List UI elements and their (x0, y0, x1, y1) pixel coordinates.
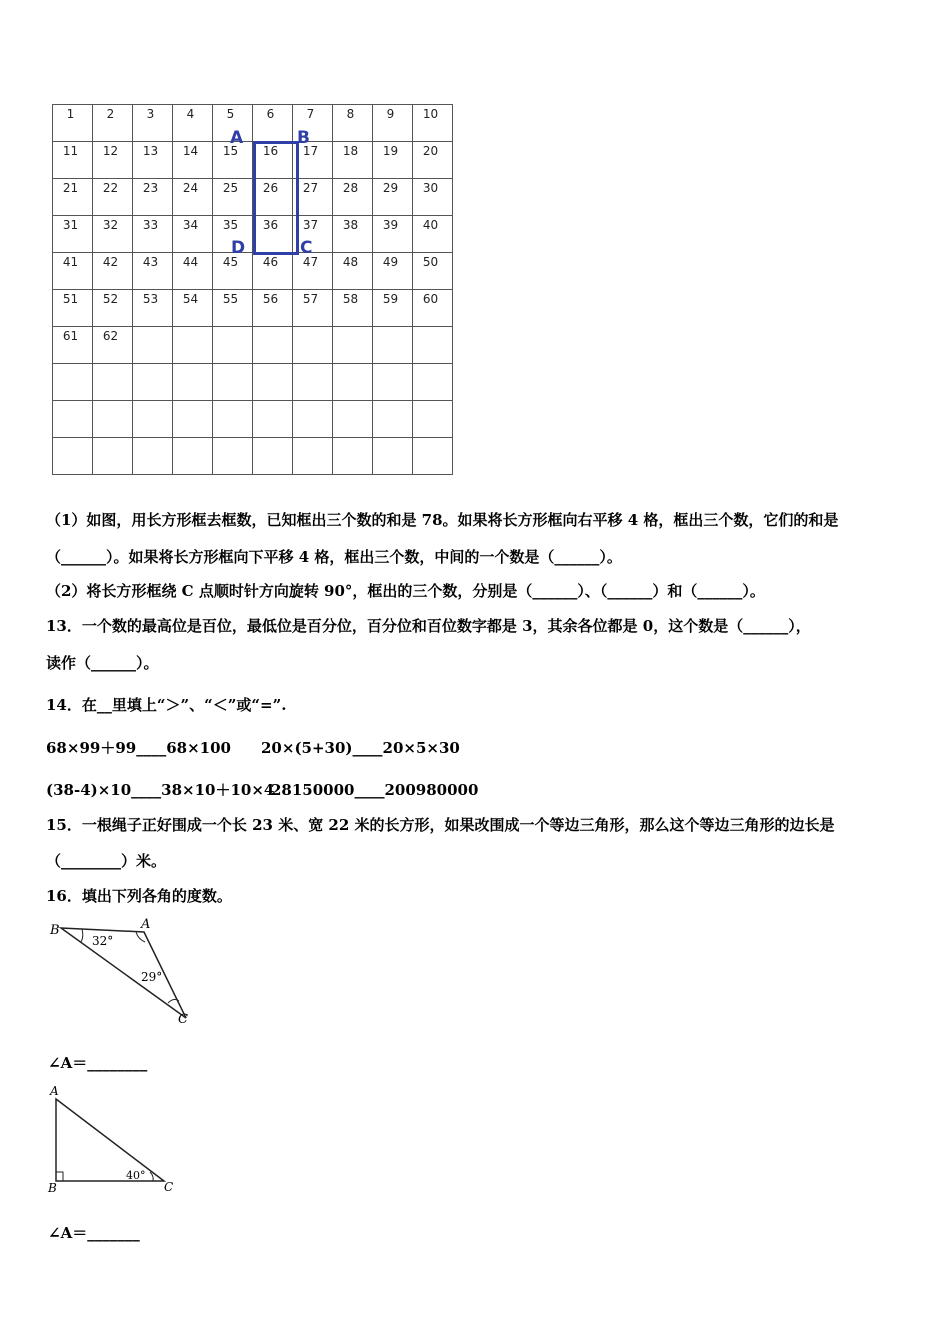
grid-cell-number: 42 (102, 255, 119, 269)
q14-item-4: 28150000____200980000 (271, 781, 479, 799)
grid-cell (213, 179, 253, 216)
vertex-b-2: B (48, 1181, 57, 1195)
answer-angle-a-1: ∠A＝________ (48, 1054, 148, 1072)
q13-line2: 读作（______）。 (46, 654, 159, 672)
grid-cell (373, 253, 413, 290)
grid-cell-number: 9 (386, 107, 395, 121)
grid-cell (93, 438, 133, 475)
grid-cell (333, 179, 373, 216)
grid-cell (373, 290, 413, 327)
grid-row (53, 401, 453, 438)
grid-cell-number: 53 (142, 292, 159, 306)
grid-cell-number: 25 (222, 181, 239, 195)
angle-a-arc (136, 932, 145, 942)
grid-cell-number: 54 (182, 292, 199, 306)
grid-cell-number: 2 (106, 107, 115, 121)
grid-cell-number: 59 (382, 292, 399, 306)
grid-cell (53, 105, 93, 142)
grid-cell (413, 290, 453, 327)
grid-cell-number: 27 (302, 181, 319, 195)
grid-cell-number: 7 (306, 107, 315, 121)
grid-cell (413, 105, 453, 142)
q16-title: 16．填出下列各角的度数。 (46, 887, 232, 905)
grid-cell (213, 438, 253, 475)
grid-cell-number: 10 (422, 107, 439, 121)
grid-cell (133, 216, 173, 253)
grid-cell (293, 364, 333, 401)
grid-cell (213, 401, 253, 438)
grid-cell (53, 179, 93, 216)
grid-cell-number: 5 (226, 107, 235, 121)
grid-cell (53, 401, 93, 438)
grid-cell-number: 3 (146, 107, 155, 121)
grid-row (53, 364, 453, 401)
grid-cell (333, 438, 373, 475)
grid-cell (173, 290, 213, 327)
grid-cell (173, 327, 213, 364)
grid-cell (373, 401, 413, 438)
q14-item-3: (38-4)×10____38×10＋10×4 (46, 781, 275, 799)
grid-cell (173, 401, 213, 438)
grid-cell-number: 1 (66, 107, 75, 121)
grid-cell-number: 13 (142, 144, 159, 158)
grid-cell-number: 35 (222, 218, 239, 232)
grid-cell (133, 179, 173, 216)
right-angle-mark (56, 1172, 63, 1181)
q15-line2: （________）米。 (46, 852, 167, 870)
grid-cell (373, 327, 413, 364)
q14-title: 14．在__里填上“＞”、“＜”或“=”. (46, 696, 287, 714)
grid-cell-number: 38 (342, 218, 359, 232)
angle-b-label: 32° (92, 934, 114, 948)
grid-cell-number: 21 (62, 181, 79, 195)
grid-cell-number: 44 (182, 255, 199, 269)
corner-label-d: D (231, 238, 246, 258)
grid-cell-number: 49 (382, 255, 399, 269)
grid-cell (53, 290, 93, 327)
grid-cell-number: 31 (62, 218, 79, 232)
grid-cell (93, 364, 133, 401)
grid-cell (173, 216, 213, 253)
q13-line1: 13．一个数的最高位是百位，最低位是百分位，百分位和百位数字都是 3，其余各位都是 0，这个数是（______）， (46, 617, 811, 635)
grid-cell (373, 216, 413, 253)
grid-cell (173, 142, 213, 179)
grid-cell (333, 327, 373, 364)
grid-cell (293, 401, 333, 438)
grid-cell-number: 46 (262, 255, 279, 269)
grid-cell (253, 401, 293, 438)
grid-cell (173, 438, 213, 475)
grid-cell (333, 216, 373, 253)
grid-cell (93, 290, 133, 327)
grid-cell-number: 16 (262, 144, 279, 158)
grid-cell (53, 327, 93, 364)
grid-cell (373, 438, 413, 475)
grid-cell (173, 179, 213, 216)
q12-part1-line1: （1）如图，用长方形框去框数，已知框出三个数的和是 78。如果将长方形框向右平移 4 格，框出三个数，它们的和是 (46, 511, 839, 529)
grid-cell-number: 56 (262, 292, 279, 306)
grid-cell (333, 290, 373, 327)
grid-cell (293, 438, 333, 475)
grid-row (53, 253, 453, 290)
grid-row (53, 290, 453, 327)
grid-cell (173, 364, 213, 401)
grid-cell (213, 253, 253, 290)
triangle-figure-2 (46, 1083, 186, 1198)
grid-cell (333, 253, 373, 290)
grid-cell (53, 253, 93, 290)
grid-cell (173, 105, 213, 142)
grid-cell (373, 364, 413, 401)
rectangle-frame (253, 141, 299, 255)
grid-cell-number: 37 (302, 218, 319, 232)
grid-cell-number: 6 (266, 107, 275, 121)
grid-cell (413, 142, 453, 179)
grid-cell-number: 18 (342, 144, 359, 158)
grid-cell (413, 364, 453, 401)
grid-cell-number: 8 (346, 107, 355, 121)
corner-label-b: B (297, 128, 310, 148)
grid-cell-number: 45 (222, 255, 239, 269)
grid-cell-number: 40 (422, 218, 439, 232)
triangle-1-shape (61, 928, 186, 1018)
vertex-c: C (178, 1012, 188, 1027)
vertex-a-2: A (50, 1084, 59, 1098)
grid-row (53, 327, 453, 364)
grid-cell (93, 401, 133, 438)
grid-cell (253, 290, 293, 327)
grid-cell-number: 17 (302, 144, 319, 158)
vertex-b: B (50, 923, 60, 938)
grid-cell (373, 179, 413, 216)
grid-cell (333, 142, 373, 179)
grid-cell-number: 48 (342, 255, 359, 269)
grid-cell (93, 179, 133, 216)
grid-cell (53, 364, 93, 401)
grid-cell-number: 12 (102, 144, 119, 158)
grid-cell-number: 23 (142, 181, 159, 195)
grid-cell-number: 34 (182, 218, 199, 232)
grid-cell (53, 438, 93, 475)
grid-cell (133, 438, 173, 475)
grid-cell (253, 105, 293, 142)
triangle-2-shape (56, 1099, 164, 1181)
grid-cell-number: 19 (382, 144, 399, 158)
grid-cell-number: 11 (62, 144, 79, 158)
grid-cell-number: 43 (142, 255, 159, 269)
grid-cell (413, 216, 453, 253)
grid-cell (333, 364, 373, 401)
grid-row (53, 438, 453, 475)
grid-cell-number: 15 (222, 144, 239, 158)
grid-cell-number: 22 (102, 181, 119, 195)
grid-cell-number: 55 (222, 292, 239, 306)
answer-angle-a-2: ∠A＝_______ (48, 1224, 140, 1242)
grid-cell (253, 327, 293, 364)
grid-cell-number: 4 (186, 107, 195, 121)
grid-cell (373, 142, 413, 179)
grid-cell (93, 327, 133, 364)
grid-cell-number: 14 (182, 144, 199, 158)
grid-cell (93, 105, 133, 142)
angle-c-label: 29° (141, 970, 163, 984)
grid-cell (253, 364, 293, 401)
grid-cell (373, 105, 413, 142)
q12-part1-line2: （______）。如果将长方形框向下平移 4 格，框出三个数，中间的一个数是（______）。 (46, 548, 622, 566)
grid-cell (133, 327, 173, 364)
grid-cell-number: 57 (302, 292, 319, 306)
grid-cell-number: 39 (382, 218, 399, 232)
grid-cell (213, 327, 253, 364)
grid-cell-number: 41 (62, 255, 79, 269)
grid-cell (333, 401, 373, 438)
grid-cell (133, 401, 173, 438)
angle-c-label-2: 40° (126, 1169, 146, 1182)
grid-cell-number: 24 (182, 181, 199, 195)
grid-cell (133, 105, 173, 142)
grid-cell (413, 253, 453, 290)
angle-b-arc (81, 929, 83, 942)
q15-line1: 15．一根绳子正好围成一个长 23 米、宽 22 米的长方形，如果改围成一个等边三角形，那么这个等边三角形的边长是 (46, 816, 835, 834)
grid-cell (133, 364, 173, 401)
grid-cell-number: 36 (262, 218, 279, 232)
grid-cell-number: 29 (382, 181, 399, 195)
grid-cell-number: 50 (422, 255, 439, 269)
corner-label-a: A (230, 128, 244, 148)
triangle-figure-1 (46, 915, 196, 1030)
grid-cell (333, 105, 373, 142)
grid-cell (53, 142, 93, 179)
grid-cell (413, 327, 453, 364)
grid-cell (413, 438, 453, 475)
grid-row (53, 105, 453, 142)
grid-cell-number: 52 (102, 292, 119, 306)
grid-cell (213, 364, 253, 401)
q14-item-2: 20×(5+30)____20×5×30 (261, 739, 460, 757)
grid-cell-number: 60 (422, 292, 439, 306)
grid-cell-number: 47 (302, 255, 319, 269)
grid-cell-number: 28 (342, 181, 359, 195)
grid-cell (93, 253, 133, 290)
grid-cell (93, 142, 133, 179)
grid-cell (413, 179, 453, 216)
grid-cell (253, 438, 293, 475)
vertex-a: A (141, 917, 151, 932)
grid-cell-number: 33 (142, 218, 159, 232)
grid-cell-number: 20 (422, 144, 439, 158)
corner-label-c: C (300, 238, 313, 258)
grid-cell (413, 401, 453, 438)
grid-cell-number: 62 (102, 329, 119, 343)
grid-cell (293, 327, 333, 364)
grid-cell (173, 253, 213, 290)
grid-cell-number: 32 (102, 218, 119, 232)
grid-cell-number: 51 (62, 292, 79, 306)
grid-cell (213, 290, 253, 327)
grid-cell (53, 216, 93, 253)
grid-cell-number: 26 (262, 181, 279, 195)
grid-cell (93, 216, 133, 253)
grid-cell (293, 290, 333, 327)
vertex-c-2: C (164, 1180, 174, 1194)
grid-cell-number: 30 (422, 181, 439, 195)
q12-part2: （2）将长方形框绕 C 点顺时针方向旋转 90°，框出的三个数，分别是（______）、（______）和（______）。 (46, 582, 765, 600)
grid-cell-number: 61 (62, 329, 79, 343)
grid-cell-number: 58 (342, 292, 359, 306)
grid-cell (133, 290, 173, 327)
grid-cell (133, 142, 173, 179)
grid-cell (133, 253, 173, 290)
q14-item-1: 68×99＋99____68×100 (46, 739, 231, 757)
grid-cell (293, 253, 333, 290)
grid-cell (253, 253, 293, 290)
